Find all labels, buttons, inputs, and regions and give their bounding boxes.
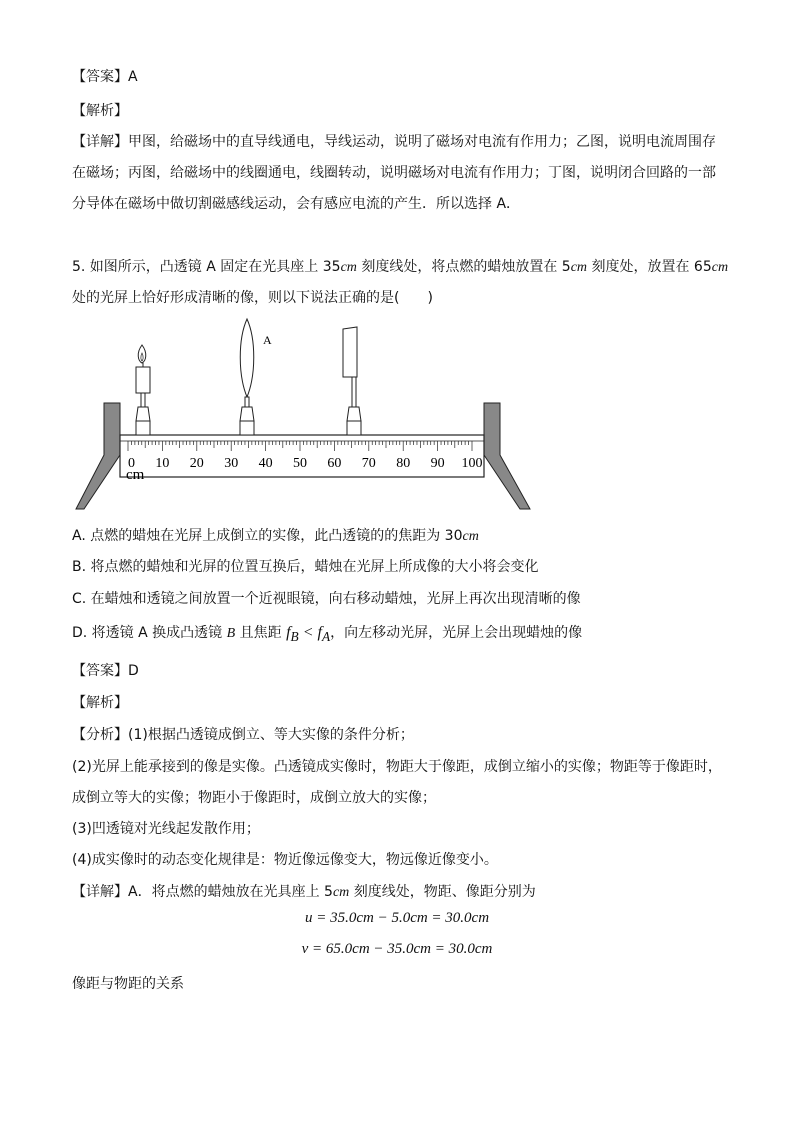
f-symbol: f xyxy=(286,624,291,641)
option-a-text: A. 点燃的蜡烛在光屏上成倒立的实像，此凸透镜的的焦距为 30 xyxy=(72,528,463,544)
detail-line-1: 【详解】甲图，给磁场中的直导线通电，导线运动，说明了磁场对电流有作用力；乙图，说明电流周围存 xyxy=(72,134,716,150)
bench-right-leg xyxy=(484,403,530,509)
ruler-tick-label: 30 xyxy=(224,456,239,471)
screen xyxy=(343,327,361,435)
f-symbol: f xyxy=(317,624,322,641)
candle-holder xyxy=(136,393,150,435)
answer-label: 【答案】 xyxy=(72,69,128,85)
detail-text-b: 刻度线处，物距、像距分别为 xyxy=(349,884,536,900)
bench-left-leg xyxy=(76,403,120,509)
lens-b-symbol: B xyxy=(226,626,236,641)
ruler-tick-label: 70 xyxy=(361,456,376,471)
unit-cm: cm xyxy=(332,885,350,900)
answer-label: 【答案】 xyxy=(72,663,128,679)
ruler-tick-label: 0 xyxy=(128,456,135,471)
analysis-label-1: 【解析】 xyxy=(72,103,128,119)
answer-line-1 xyxy=(72,66,138,86)
option-d-text-c: ，向左移动光屏，光屏上会出现蜡烛的像 xyxy=(330,625,583,641)
analysis-label-2: 【解析】 xyxy=(72,695,128,711)
option-d xyxy=(72,622,582,645)
unit-cm: cm xyxy=(462,529,479,544)
candle xyxy=(136,345,150,393)
unit-cm: cm xyxy=(570,260,588,275)
fenxi-line-5: (4)成实像时的动态变化规律是：物近像远像变大，物远像近像变小。 xyxy=(72,852,498,868)
stem-text-b: 刻度线处，将点燃的蜡烛放置在 5 xyxy=(356,259,571,275)
ruler-tick-label: 100 xyxy=(461,456,483,471)
ruler-tick-label: 10 xyxy=(155,456,170,471)
stem-text-c: 刻度处，放置在 65 xyxy=(587,259,712,275)
sub-a: A xyxy=(321,629,331,645)
fenxi-line-1: 【分析】(1)根据凸透镜成倒立、等大实像的条件分析； xyxy=(72,727,414,743)
question-stem-line-2: 处的光屏上恰好形成清晰的像，则以下说法正确的是( ) xyxy=(72,290,433,306)
last-line: 像距与物距的关系 xyxy=(72,976,184,992)
fenxi-line-3: 成倒立等大的实像；物距小于像距时，成倒立放大的实像； xyxy=(72,790,436,806)
option-d-text-a: D. 将透镜 A 换成凸透镜 xyxy=(72,625,227,641)
fenxi-line-4: (3)凹透镜对光线起发散作用； xyxy=(72,821,260,837)
ruler-tick-label: 80 xyxy=(396,456,411,471)
lens-a xyxy=(240,319,254,435)
answer-value: D xyxy=(128,663,139,679)
lens-label: A xyxy=(263,333,272,347)
ruler-tick-label: 60 xyxy=(327,456,342,471)
option-a xyxy=(72,525,479,545)
option-d-text-b: 且焦距 xyxy=(235,625,287,641)
unit-cm: cm xyxy=(340,260,357,275)
detail-line-3: 分导体在磁场中做切割磁感线运动，会有感应电流的产生．所以选择 A． xyxy=(72,196,521,212)
option-b: B. 将点燃的蜡烛和光屏的位置互换后，蜡烛在光屏上所成像的大小将会变化 xyxy=(72,559,539,575)
detail-line-a xyxy=(72,881,536,901)
focal-inequality xyxy=(286,624,331,645)
equation-u: u = 35.0cm − 5.0cm = 30.0cm xyxy=(304,910,490,926)
equation-v: v = 65.0cm − 35.0cm = 30.0cm xyxy=(301,941,493,957)
answer-value: A xyxy=(128,69,138,85)
ruler-tick-label: 40 xyxy=(258,456,273,471)
fenxi-line-2: (2)光屏上能承接到的像是实像。凸透镜成实像时，物距大于像距，成倒立缩小的实像；物距等于像距时， xyxy=(72,759,722,775)
stem-text-a: 5. 如图所示，凸透镜 A 固定在光具座上 35 xyxy=(72,259,341,275)
option-c: C. 在蜡烛和透镜之间放置一个近视眼镜，向右移动蜡烛，光屏上再次出现清晰的像 xyxy=(72,591,581,607)
ruler-unit-label: cm xyxy=(126,467,145,483)
detail-line-2: 在磁场；丙图，给磁场中的线圈通电，线圈转动，说明磁场对电流有作用力；丁图，说明闭合回路的一部 xyxy=(72,165,716,181)
ruler-tick-label: 90 xyxy=(430,456,445,471)
question-stem-line-1 xyxy=(72,256,728,276)
optical-bench-figure xyxy=(70,315,540,515)
less-than: < xyxy=(298,624,318,641)
detail-text-a: 【详解】A．将点燃的蜡烛放在光具座上 5 xyxy=(72,884,333,900)
sub-b: B xyxy=(290,629,299,645)
ruler-tick-label: 20 xyxy=(189,456,204,471)
answer-line-2 xyxy=(72,660,139,680)
unit-cm: cm xyxy=(711,260,729,275)
ruler-tick-label: 50 xyxy=(293,456,307,471)
